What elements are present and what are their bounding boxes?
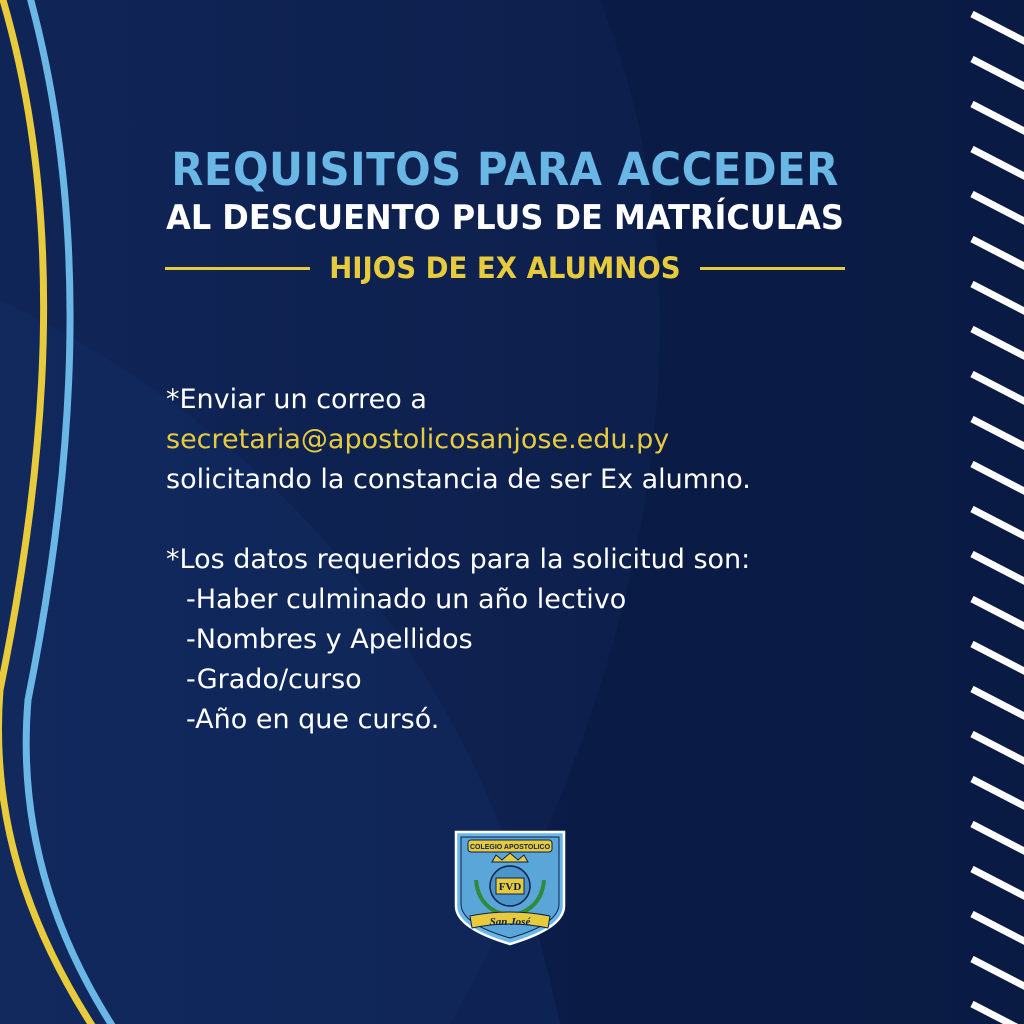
- headline-subtitle: AL DESCUENTO PLUS DE MATRÍCULAS: [166, 198, 844, 238]
- headline-tagline: HIJOS DE EX ALUMNOS: [329, 251, 681, 285]
- email-address: secretaria@apostolicosanjose.edu.py: [166, 424, 670, 455]
- requirement-item: -Año en que cursó.: [186, 704, 440, 735]
- step1-prefix: *Enviar un correo a: [166, 384, 427, 415]
- right-rule: [700, 267, 845, 270]
- school-crest-logo: [452, 828, 568, 946]
- crest-name: San José: [489, 916, 531, 928]
- requirement-item: -Nombres y Apellidos: [186, 624, 473, 655]
- crest-monogram: FVD: [498, 881, 522, 893]
- requirement-item: -Haber culminado un año lectivo: [186, 584, 627, 615]
- requirement-item: -Grado/curso: [186, 664, 362, 695]
- step2-title: *Los datos requeridos para la solicitud son:: [166, 544, 751, 575]
- subtitle-row: [165, 248, 845, 288]
- headline-title: REQUISITOS PARA ACCEDER: [171, 143, 839, 196]
- requirements-text: [166, 380, 886, 740]
- spacer: [166, 500, 886, 540]
- left-rule: [165, 267, 310, 270]
- step1-suffix: solicitando la constancia de ser Ex alumno.: [166, 464, 751, 495]
- crest-banner-text: COLEGIO APOSTOLICO: [469, 844, 551, 851]
